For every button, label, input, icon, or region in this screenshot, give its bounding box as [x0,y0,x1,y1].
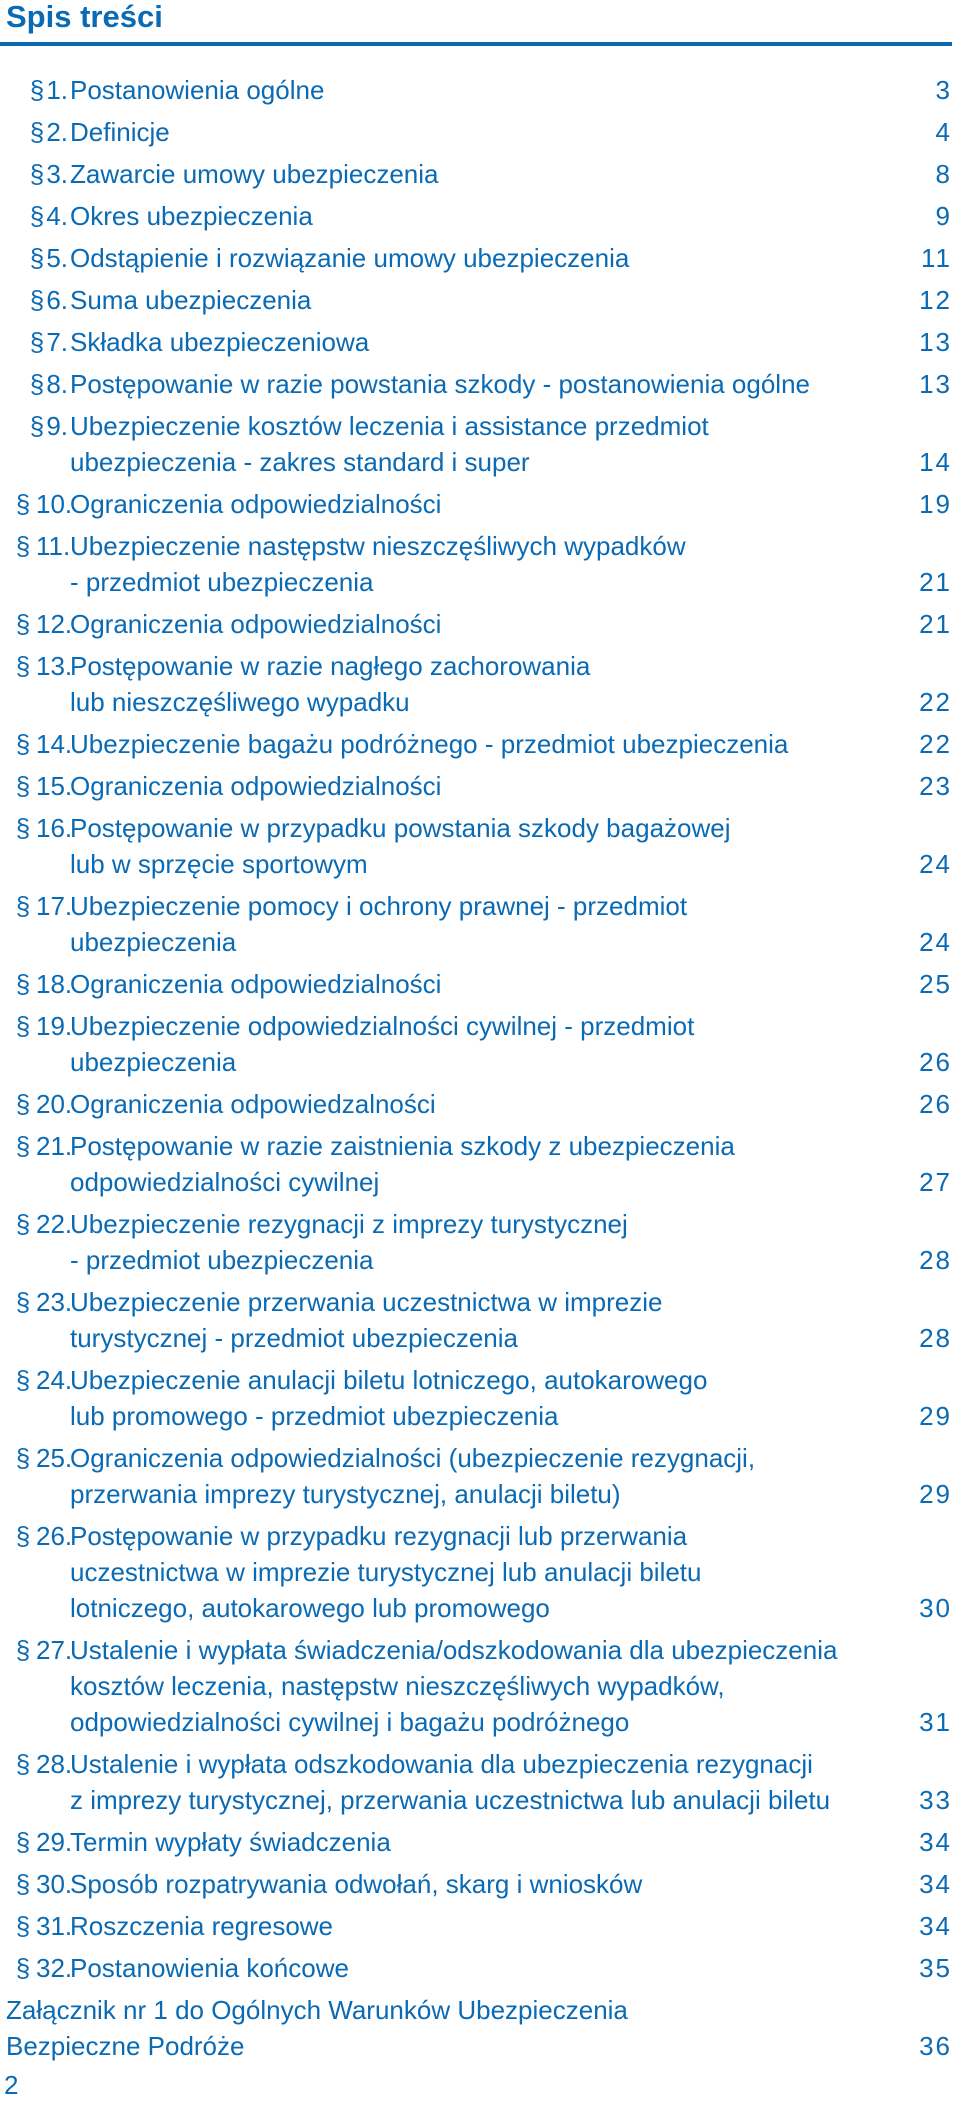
section-sign: § [15,651,31,681]
entry-number: 27. [36,1635,73,1665]
section-sign: § [29,159,45,189]
entry-title-line: Odstąpienie i rozwiązanie umowy ubezpieczenia [70,243,630,273]
section-sign: § [15,531,31,561]
entry-page-number: 29 [919,1401,952,1431]
entry-title-line: z imprezy turystycznej, przerwania uczestnictwa lub anulacji biletu [70,1785,831,1815]
entry-title-line: Ustalenie i wypłata świadczenia/odszkodowania dla ubezpieczenia [70,1635,838,1665]
entry-title-line: Zawarcie umowy ubezpieczenia [70,159,439,189]
entry-title-line: Składka ubezpieczeniowa [70,327,370,357]
toc-entry[interactable] [0,486,960,522]
entry-page-number: 26 [919,1089,952,1119]
entry-title [70,1206,850,1278]
entry-number: 11. [36,531,71,561]
entry-page-number: 27 [919,1167,952,1197]
entry-title-line: kosztów leczenia, następstw nieszczęśliwych wypadków, [70,1671,725,1701]
entry-number: 8. [46,369,68,399]
entry-title-line: Ubezpieczenie przerwania uczestnictwa w imprezie [70,1287,663,1317]
entry-page-number: 30 [919,1593,952,1623]
entry-title [70,1824,850,1860]
entry-title [70,966,850,1002]
entry-title [70,1518,850,1626]
toc-entry[interactable] [0,1206,960,1278]
entry-title-line: lub w sprzęcie sportowym [70,849,368,879]
toc-entry[interactable] [0,1128,960,1200]
entry-title [70,240,850,276]
section-sign: § [15,1911,31,1941]
entry-page-number: 22 [919,729,952,759]
entry-title-line: Ubezpieczenie pomocy i ochrony prawnej - przedmiot ubezpieczenia [70,891,688,957]
toc-entry[interactable] [0,1086,960,1122]
toc-entry[interactable] [0,1824,960,1860]
section-sign: § [15,1011,31,1041]
entry-title-line: Postanowienia ogólne [70,75,325,105]
entry-title-line: przerwania imprezy turystycznej, anulacji biletu) [70,1479,621,1509]
entry-title-line: odpowiedzialności cywilnej [70,1167,380,1197]
entry-title-line: Postępowanie w razie powstania szkody - postanowienia ogólne [70,369,810,399]
entry-number: 7. [46,327,68,357]
entry-number: 28. [36,1749,73,1779]
toc-entry[interactable] [0,810,960,882]
entry-title-line: Ubezpieczenie kosztów leczenia i assistance przedmiot [70,411,709,441]
entry-number: 20. [36,1089,73,1119]
entry-title [70,888,850,960]
entry-page-number: 8 [935,159,952,189]
section-sign: § [29,411,45,441]
toc-entry[interactable] [0,114,960,150]
entry-title-line: Postępowanie w razie zaistnienia szkody z ubezpieczenia [70,1131,735,1161]
entry-title [70,726,850,762]
entry-title [70,486,850,522]
entry-number: 5. [46,243,68,273]
entry-number: 4. [46,201,68,231]
entry-title [70,114,850,150]
page-number: 2 [4,2070,19,2100]
entry-title-line: - przedmiot ubezpieczenia [70,1245,374,1275]
entry-title [70,1440,850,1512]
entry-page-number: 28 [919,1323,952,1353]
toc-entry[interactable] [0,282,960,318]
entry-page-number: 25 [919,969,952,999]
entry-title [70,1908,850,1944]
entry-title-line: Ograniczenia odpowiedzialności [70,771,442,801]
section-sign: § [29,285,45,315]
section-sign: § [15,1443,31,1473]
entry-page-number: 13 [919,369,952,399]
section-sign: § [15,1209,31,1239]
section-sign: § [29,75,45,105]
entry-page-number: 35 [919,1953,952,1983]
entry-title-line: Ograniczenia odpowiedzialności [70,609,442,639]
entry-title-line: lub promowego - przedmiot ubezpieczenia [70,1401,559,1431]
toc-entry[interactable] [0,528,960,600]
toc-entry[interactable] [0,888,960,960]
toc-entry[interactable] [0,1866,960,1902]
entry-title-line: Ograniczenia odpowiedzalności [70,1089,436,1119]
entry-page-number: 23 [919,771,952,801]
entry-title-line: Ubezpieczenie anulacji biletu lotniczego, autokarowego [70,1365,708,1395]
appendix-page-number: 36 [919,2031,952,2061]
entry-page-number: 29 [919,1479,952,1509]
entry-number: 24. [36,1365,73,1395]
entry-title [70,1284,850,1356]
entry-title [70,768,850,804]
section-sign: § [15,1869,31,1899]
entry-title-line: Suma ubezpieczenia [70,285,312,315]
entry-number: 29. [36,1827,73,1857]
entry-page-number: 4 [935,117,952,147]
entry-number: 3. [46,159,68,189]
entry-page-number: 24 [919,927,952,957]
toc-entry[interactable] [0,366,960,402]
entry-page-number: 9 [935,201,952,231]
section-sign: § [15,1131,31,1161]
entry-title [70,156,850,192]
entry-number: 2. [46,117,68,147]
entry-title [70,1950,850,1986]
table-of-contents [0,72,960,2064]
toc-entry[interactable] [0,648,960,720]
appendix-title-line: Bezpieczne Podróże [6,2031,245,2061]
section-sign: § [29,117,45,147]
entry-page-number: 21 [919,609,952,639]
toc-entry[interactable] [0,966,960,1002]
entry-number: 1. [46,75,68,105]
entry-title [70,648,850,720]
entry-title [70,366,850,402]
toc-entry[interactable] [0,1632,960,1740]
entry-number: 23. [36,1287,73,1317]
toc-entry[interactable] [0,726,960,762]
entry-title-line: Ubezpieczenie następstw nieszczęśliwych wypadków [70,531,686,561]
section-sign: § [15,1953,31,1983]
appendix-title-line: Załącznik nr 1 do Ogólnych Warunków Ubezpieczenia [6,1995,628,2025]
toc-entry[interactable] [0,1440,960,1512]
section-sign: § [29,327,45,357]
section-sign: § [15,1521,31,1551]
toc-entry[interactable] [0,1950,960,1986]
entry-title-line: Ustalenie i wypłata odszkodowania dla ubezpieczenia rezygnacji [70,1749,813,1779]
entry-number: 18. [36,969,73,999]
section-sign: § [15,489,31,519]
entry-page-number: 26 [919,1047,952,1077]
entry-title-line: Ubezpieczenie bagażu podróżnego - przedmiot ubezpieczenia [70,729,789,759]
entry-title [70,282,850,318]
entry-title-line: Roszczenia regresowe [70,1911,334,1941]
entry-title [70,1866,850,1902]
entry-title-line: ubezpieczenia - zakres standard i super [70,447,530,477]
entry-title-line: - przedmiot ubezpieczenia [70,567,374,597]
toc-entry[interactable] [0,1008,960,1080]
page-title: Spis treści [6,0,163,34]
toc-entry[interactable] [0,198,960,234]
entry-title-line: Ograniczenia odpowiedzialności [70,489,442,519]
entry-page-number: 13 [919,327,952,357]
entry-title-line: Postępowanie w przypadku powstania szkody bagażowej [70,813,731,843]
entry-title [70,1086,850,1122]
toc-entry[interactable] [0,240,960,276]
entry-number: 13. [36,651,73,681]
toc-entry[interactable] [0,156,960,192]
entry-number: 30. [36,1869,73,1899]
entry-page-number: 33 [919,1785,952,1815]
entry-title [70,1362,850,1434]
entry-page-number: 11 [921,243,952,273]
section-sign: § [15,609,31,639]
toc-entry-appendix[interactable] [0,1992,960,2064]
entry-page-number: 14 [919,447,952,477]
entry-title [70,810,850,882]
entry-number: 17. [36,891,73,921]
entry-number: 6. [46,285,68,315]
entry-page-number: 22 [919,687,952,717]
entry-title-line: Postanowienia końcowe [70,1953,349,1983]
entry-title [70,1008,850,1080]
entry-page-number: 3 [935,75,952,105]
entry-page-number: 24 [919,849,952,879]
section-sign: § [15,729,31,759]
section-sign: § [15,969,31,999]
entry-title [70,72,850,108]
section-sign: § [15,891,31,921]
entry-title-line: Postępowanie w razie nagłego zachorowania [70,651,591,681]
toc-entry[interactable] [0,72,960,108]
entry-page-number: 34 [919,1827,952,1857]
entry-title [70,408,850,480]
entry-title [70,198,850,234]
section-sign: § [29,201,45,231]
section-sign: § [15,1089,31,1119]
entry-title-line: Ograniczenia odpowiedzialności [70,969,442,999]
appendix-title [6,1992,846,2064]
entry-title-line: uczestnictwa w imprezie turystycznej lub anulacji biletu [70,1557,702,1587]
entry-title [70,528,850,600]
entry-title-line: turystycznej - przedmiot ubezpieczenia [70,1323,518,1353]
section-sign: § [15,1635,31,1665]
entry-title-line: Okres ubezpieczenia [70,201,313,231]
entry-number: 26. [36,1521,73,1551]
entry-page-number: 34 [919,1911,952,1941]
page-header [0,0,952,46]
section-sign: § [29,243,45,273]
toc-entry[interactable] [0,1362,960,1434]
entry-title [70,1632,850,1740]
entry-title [70,1128,850,1200]
entry-number: 15. [36,771,73,801]
entry-number: 25. [36,1443,73,1473]
entry-title-line: Ograniczenia odpowiedzialności (ubezpieczenie rezygnacji, [70,1443,756,1473]
entry-number: 32. [36,1953,73,1983]
entry-page-number: 12 [919,285,952,315]
entry-title-line: Ubezpieczenie rezygnacji z imprezy turystycznej [70,1209,628,1239]
entry-title-line: lub nieszczęśliwego wypadku [70,687,410,717]
entry-number: 22. [36,1209,73,1239]
toc-entry[interactable] [0,1908,960,1944]
entry-number: 21. [36,1131,73,1161]
toc-entry[interactable] [0,1518,960,1626]
entry-number: 14. [36,729,73,759]
section-sign: § [15,1365,31,1395]
toc-entry[interactable] [0,768,960,804]
entry-number: 10. [36,489,73,519]
entry-page-number: 21 [919,567,952,597]
section-sign: § [15,1749,31,1779]
toc-entry[interactable] [0,408,960,480]
entry-title-line: Ubezpieczenie odpowiedzialności cywilnej - przedmiot ubezpieczenia [70,1011,695,1077]
entry-number: 12. [36,609,73,639]
entry-number: 9. [46,411,68,441]
entry-number: 16. [36,813,73,843]
entry-number: 31. [36,1911,73,1941]
section-sign: § [15,771,31,801]
entry-title-line: Definicje [70,117,170,147]
entry-title [70,1746,850,1818]
section-sign: § [15,1287,31,1317]
section-sign: § [29,369,45,399]
entry-title-line: lotniczego, autokarowego lub promowego [70,1593,550,1623]
entry-page-number: 34 [919,1869,952,1899]
entry-number: 19. [36,1011,73,1041]
entry-page-number: 31 [919,1707,952,1737]
toc-entry[interactable] [0,1284,960,1356]
section-sign: § [15,1827,31,1857]
entry-page-number: 19 [919,489,952,519]
entry-title [70,324,850,360]
section-sign: § [15,813,31,843]
entry-page-number: 28 [919,1245,952,1275]
entry-title-line: Postępowanie w przypadku rezygnacji lub przerwania [70,1521,688,1551]
toc-entry[interactable] [0,324,960,360]
toc-entry[interactable] [0,1746,960,1818]
toc-entry[interactable] [0,606,960,642]
entry-title-line: odpowiedzialności cywilnej i bagażu podróżnego [70,1707,630,1737]
entry-title [70,606,850,642]
entry-title-line: Sposób rozpatrywania odwołań, skarg i wniosków [70,1869,643,1899]
entry-title-line: Termin wypłaty świadczenia [70,1827,391,1857]
